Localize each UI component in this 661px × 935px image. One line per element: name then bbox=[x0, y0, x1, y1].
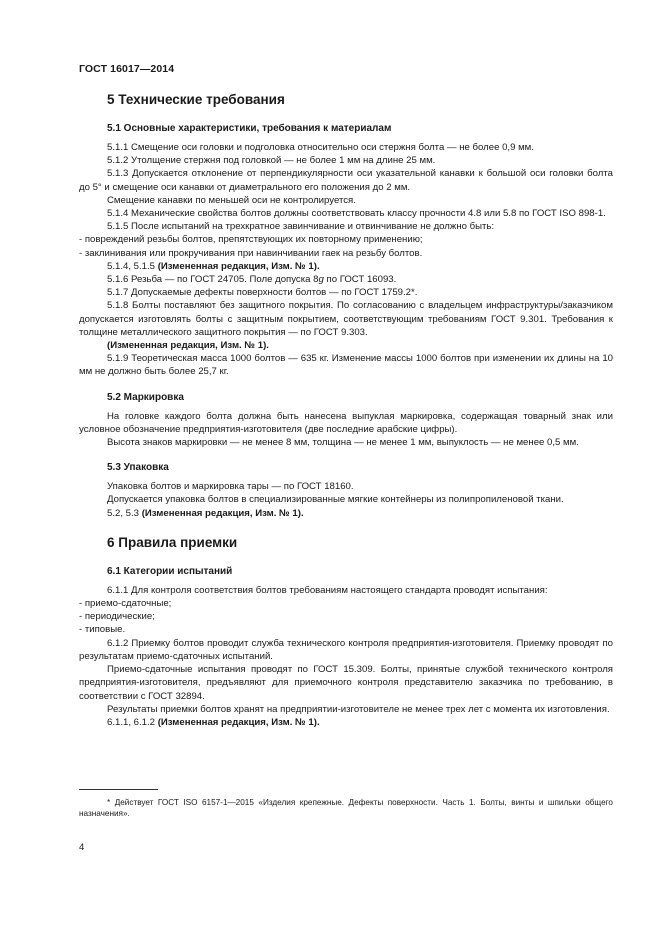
paragraph: Результаты приемки болтов хранят на предприятии-изготовителе не менее трех лет с момента их изготовления. bbox=[107, 703, 610, 715]
paragraph: 5.1.4 Механические свойства болтов должны соответствовать классу прочности 4.8 или 5.8 по ГОСТ ISO 898-1. bbox=[107, 208, 606, 220]
paragraph: Упаковка болтов и маркировка тары — по ГОСТ 18160. bbox=[107, 481, 354, 493]
paragraph: 6.1.1 Для контроля соответствия болтов требованиям настоящего стандарта проводят испытания: bbox=[107, 584, 548, 596]
list-item: - заклинивания или прокручивания при навинчивании гаек на резьбу болтов. bbox=[79, 247, 423, 259]
subsection-6-1-title: 6.1 Категории испытаний bbox=[107, 565, 233, 577]
section-6-title: 6 Правила приемки bbox=[107, 534, 238, 550]
text-run: 5.1.6 Резьба — по ГОСТ 24705. Поле допуска 8 bbox=[107, 274, 319, 286]
section-5-title: 5 Технические требования bbox=[107, 92, 285, 107]
subsection-5-1-title: 5.1 Основные характеристики, требования к материалам bbox=[107, 123, 392, 134]
subsection-5-2-title: 5.2 Маркировка bbox=[107, 391, 184, 403]
document-body bbox=[79, 92, 613, 729]
footnote: * Действует ГОСТ ISO 6157-1—2015 «Изделия крепежные. Дефекты поверхности. Часть 1. Болты, винты и шпильки общего назначения». bbox=[79, 798, 613, 819]
paragraph: 5.1.3 Допускается отклонение от перпендикулярности оси указательной канавки к большой оси головки болта до 5° и смещение оси канавки от диаметрального его положения до 2 мм. bbox=[79, 168, 613, 193]
amendment-ref: 5.1.4, 5.1.5 bbox=[107, 260, 156, 272]
amendment-text: (Измененная редакция, Изм. № 1). bbox=[141, 507, 304, 519]
paragraph: 5.1.9 Теоретическая масса 1000 болтов — 635 кг. Изменение массы 1000 болтов при изменении их длины на 10 мм не должно быть более 25,7 кг. bbox=[79, 353, 613, 378]
amendment-ref: 5.2, 5.3 bbox=[107, 507, 140, 519]
text-run-italic: g bbox=[318, 274, 324, 286]
paragraph: 5.1.8 Болты поставляют без защитного покрытия. По согласованию с владельцем инфраструктуры/заказчиком допускается изготовлять болты с защитным покрытием, соответствующим требованиям ГОСТ 9.301. Требования к толщине металлического защитного покрытия — по ГОСТ 9.303. bbox=[79, 300, 613, 338]
amendment-note bbox=[79, 260, 613, 273]
list-item: - повреждений резьбы болтов, препятствующих их повторному применению; bbox=[79, 234, 423, 246]
list-item: - типовые. bbox=[79, 624, 126, 636]
page-number: 4 bbox=[79, 842, 85, 853]
amendment-text: (Измененная редакция, Изм. № 1). bbox=[157, 260, 320, 272]
paragraph: Смещение канавки по меньшей оси не контролируется. bbox=[107, 194, 356, 206]
paragraph: Допускается упаковка болтов в специализированные мягкие контейнеры из полипропиленовой ткани. bbox=[107, 494, 564, 506]
paragraph: 5.1.1 Смещение оси головки и подголовка относительно оси стержня болта — не более 0,9 мм. bbox=[107, 142, 534, 153]
text-run: по ГОСТ 16093. bbox=[323, 274, 397, 286]
amendment-note bbox=[79, 716, 613, 729]
footnote-divider bbox=[79, 789, 158, 790]
amendment-text: (Измененная редакция, Изм. № 1). bbox=[157, 716, 320, 728]
paragraph: 5.1.5 После испытаний на трехкратное завинчивание и отвинчивание не должно быть: bbox=[107, 221, 495, 233]
amendment-ref: 6.1.1, 6.1.2 bbox=[107, 716, 156, 728]
amendment-note: (Измененная редакция, Изм. № 1). bbox=[107, 340, 269, 352]
list-item: - приемо-сдаточные; bbox=[79, 598, 172, 610]
subsection-5-3-title: 5.3 Упаковка bbox=[107, 462, 169, 474]
paragraph: Высота знаков маркировки — не менее 8 мм, толщина — не менее 1 мм, выпуклость — не менее 0,5 мм. bbox=[107, 437, 579, 449]
amendment-note bbox=[79, 507, 613, 520]
paragraph bbox=[79, 273, 613, 286]
paragraph: На головке каждого болта должна быть нанесена выпуклая маркировка, содержащая товарный знак или условное обозначение предприятия-изготовителя (две последние арабские цифры). bbox=[79, 410, 613, 435]
list-item: - периодические; bbox=[79, 611, 155, 623]
paragraph: 5.1.7 Допускаемые дефекты поверхности болтов — по ГОСТ 1759.2*. bbox=[107, 287, 418, 299]
paragraph: 6.1.2 Приемку болтов проводит служба технического контроля предприятия-изготовителя. Приемку проводят по результатам приемо-сдаточных испытаний. bbox=[79, 637, 613, 662]
document-header-id: ГОСТ 16017—2014 bbox=[79, 63, 175, 75]
paragraph: Приемо-сдаточные испытания проводят по ГОСТ 15.309. Болты, принятые службой технического контроля предприятия-изготовителя, предъявляют для приемочного контроля представителю заказчика по требованию, в соответствии с ГОСТ 32894. bbox=[79, 664, 613, 702]
paragraph: 5.1.2 Утолщение стержня под головкой — не более 1 мм на длине 25 мм. bbox=[107, 155, 436, 167]
